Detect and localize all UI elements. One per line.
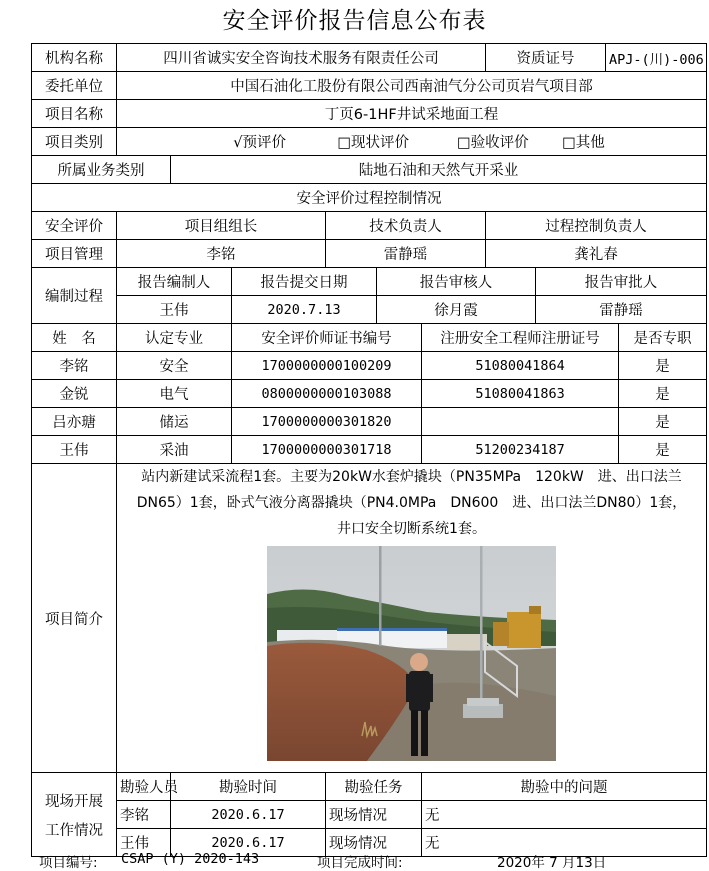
management-label-1: 安全评价 (32, 212, 117, 240)
compilation-header-reviewer: 报告审核人 (377, 268, 536, 296)
site-person: 王伟 (117, 829, 171, 857)
staff-major: 安全 (117, 352, 232, 380)
business-label: 所属业务类别 (32, 156, 171, 184)
staff-reg (422, 408, 619, 436)
site-header-time: 勘验时间 (171, 773, 326, 801)
compilation-value-date: 2020.7.13 (232, 296, 377, 324)
management-header-leader: 项目组组长 (117, 212, 326, 240)
compilation-value-reviewer: 徐月霞 (377, 296, 536, 324)
process-header: 安全评价过程控制情况 (32, 184, 707, 212)
site-header-issues: 勘验中的问题 (422, 773, 707, 801)
management-header-control: 过程控制负责人 (486, 212, 707, 240)
management-value-tech: 雷静瑶 (326, 240, 486, 268)
option-acceptance-evaluation: □验收评价 (456, 135, 529, 151)
site-task: 现场情况 (326, 829, 422, 857)
page-title: 安全评价报告信息公布表 (222, 8, 487, 34)
summary-cell (117, 464, 707, 773)
compilation-header-date: 报告提交日期 (232, 268, 377, 296)
management-header-tech: 技术负责人 (326, 212, 486, 240)
project-name-value: 丁页6-1HF井试采地面工程 (117, 100, 707, 128)
staff-header-major: 认定专业 (117, 324, 232, 352)
option-pre-evaluation: √预评价 (233, 135, 286, 151)
site-time: 2020.6.17 (171, 801, 326, 829)
staff-cert: 1700000000100209 (232, 352, 422, 380)
management-value-control: 龚礼春 (486, 240, 707, 268)
site-header-task: 勘验任务 (326, 773, 422, 801)
table-row (32, 352, 707, 380)
staff-name: 吕亦瑭 (32, 408, 117, 436)
staff-cert: 1700000000301820 (232, 408, 422, 436)
site-task: 现场情况 (326, 801, 422, 829)
client-value: 中国石油化工股份有限公司西南油气分公司页岩气项目部 (117, 72, 707, 100)
staff-major: 储运 (117, 408, 232, 436)
staff-reg: 51080041863 (422, 380, 619, 408)
site-photo (267, 546, 556, 761)
project-type-options (117, 128, 707, 156)
option-other: □其他 (562, 135, 605, 151)
staff-header-name: 姓 名 (32, 324, 117, 352)
project-name-label: 项目名称 (32, 100, 117, 128)
staff-fulltime: 是 (619, 408, 707, 436)
site-label: 现场开展 工作情况 (32, 773, 117, 857)
compilation-label: 编制过程 (32, 268, 117, 324)
management-label-2: 项目管理 (32, 240, 117, 268)
staff-fulltime: 是 (619, 436, 707, 464)
project-number-value: CSAP (Y) 2020-143 (121, 851, 260, 867)
compilation-value-approver: 雷静瑶 (536, 296, 707, 324)
staff-cert: 0800000000103088 (232, 380, 422, 408)
completion-label: 项目完成时间: (317, 855, 403, 871)
table-row (32, 801, 707, 829)
option-status-evaluation: □现状评价 (337, 135, 410, 151)
staff-name: 金锐 (32, 380, 117, 408)
staff-name: 王伟 (32, 436, 117, 464)
org-label: 机构名称 (32, 44, 117, 72)
management-value-leader: 李铭 (117, 240, 326, 268)
site-header-person: 勘验人员 (117, 773, 171, 801)
footer (31, 851, 706, 869)
org-value: 四川省诚实安全咨询技术服务有限责任公司 (117, 44, 486, 72)
table-row (32, 408, 707, 436)
site-person: 李铭 (117, 801, 171, 829)
summary-text-last: 井口安全切断系统1套。 (337, 521, 486, 537)
staff-major: 采油 (117, 436, 232, 464)
staff-fulltime: 是 (619, 380, 707, 408)
compilation-header-author: 报告编制人 (117, 268, 232, 296)
summary-text: 站内新建试采流程1套。主要为20kW水套炉撬块（PN35MPa 120kW 进、出口法兰DN65）1套，卧式气液分离器撬块（PN4.0MPa DN600 进、出口法兰DN80）1套， (136, 469, 687, 511)
staff-header-fulltime: 是否专职 (619, 324, 707, 352)
site-issue: 无 (422, 829, 707, 857)
table-row (32, 436, 707, 464)
cert-value: APJ-(川)-006 (606, 44, 707, 72)
staff-header-cert: 安全评价师证书编号 (232, 324, 422, 352)
staff-fulltime: 是 (619, 352, 707, 380)
staff-header-reg: 注册安全工程师注册证号 (422, 324, 619, 352)
staff-reg: 51080041864 (422, 352, 619, 380)
summary-label: 项目简介 (32, 464, 117, 773)
site-issue: 无 (422, 801, 707, 829)
client-label: 委托单位 (32, 72, 117, 100)
project-type-label: 项目类别 (32, 128, 117, 156)
staff-name: 李铭 (32, 352, 117, 380)
cert-label: 资质证号 (486, 44, 606, 72)
staff-cert: 1700000000301718 (232, 436, 422, 464)
completion-value: 2020年 7 月13日 (497, 855, 607, 871)
table-row (32, 380, 707, 408)
compilation-value-author: 王伟 (117, 296, 232, 324)
site-time: 2020.6.17 (171, 829, 326, 857)
project-number-label: 项目编号: (39, 855, 98, 871)
staff-major: 电气 (117, 380, 232, 408)
staff-reg: 51200234187 (422, 436, 619, 464)
compilation-header-approver: 报告审批人 (536, 268, 707, 296)
business-value: 陆地石油和天然气开采业 (171, 156, 707, 184)
info-table (31, 43, 707, 857)
